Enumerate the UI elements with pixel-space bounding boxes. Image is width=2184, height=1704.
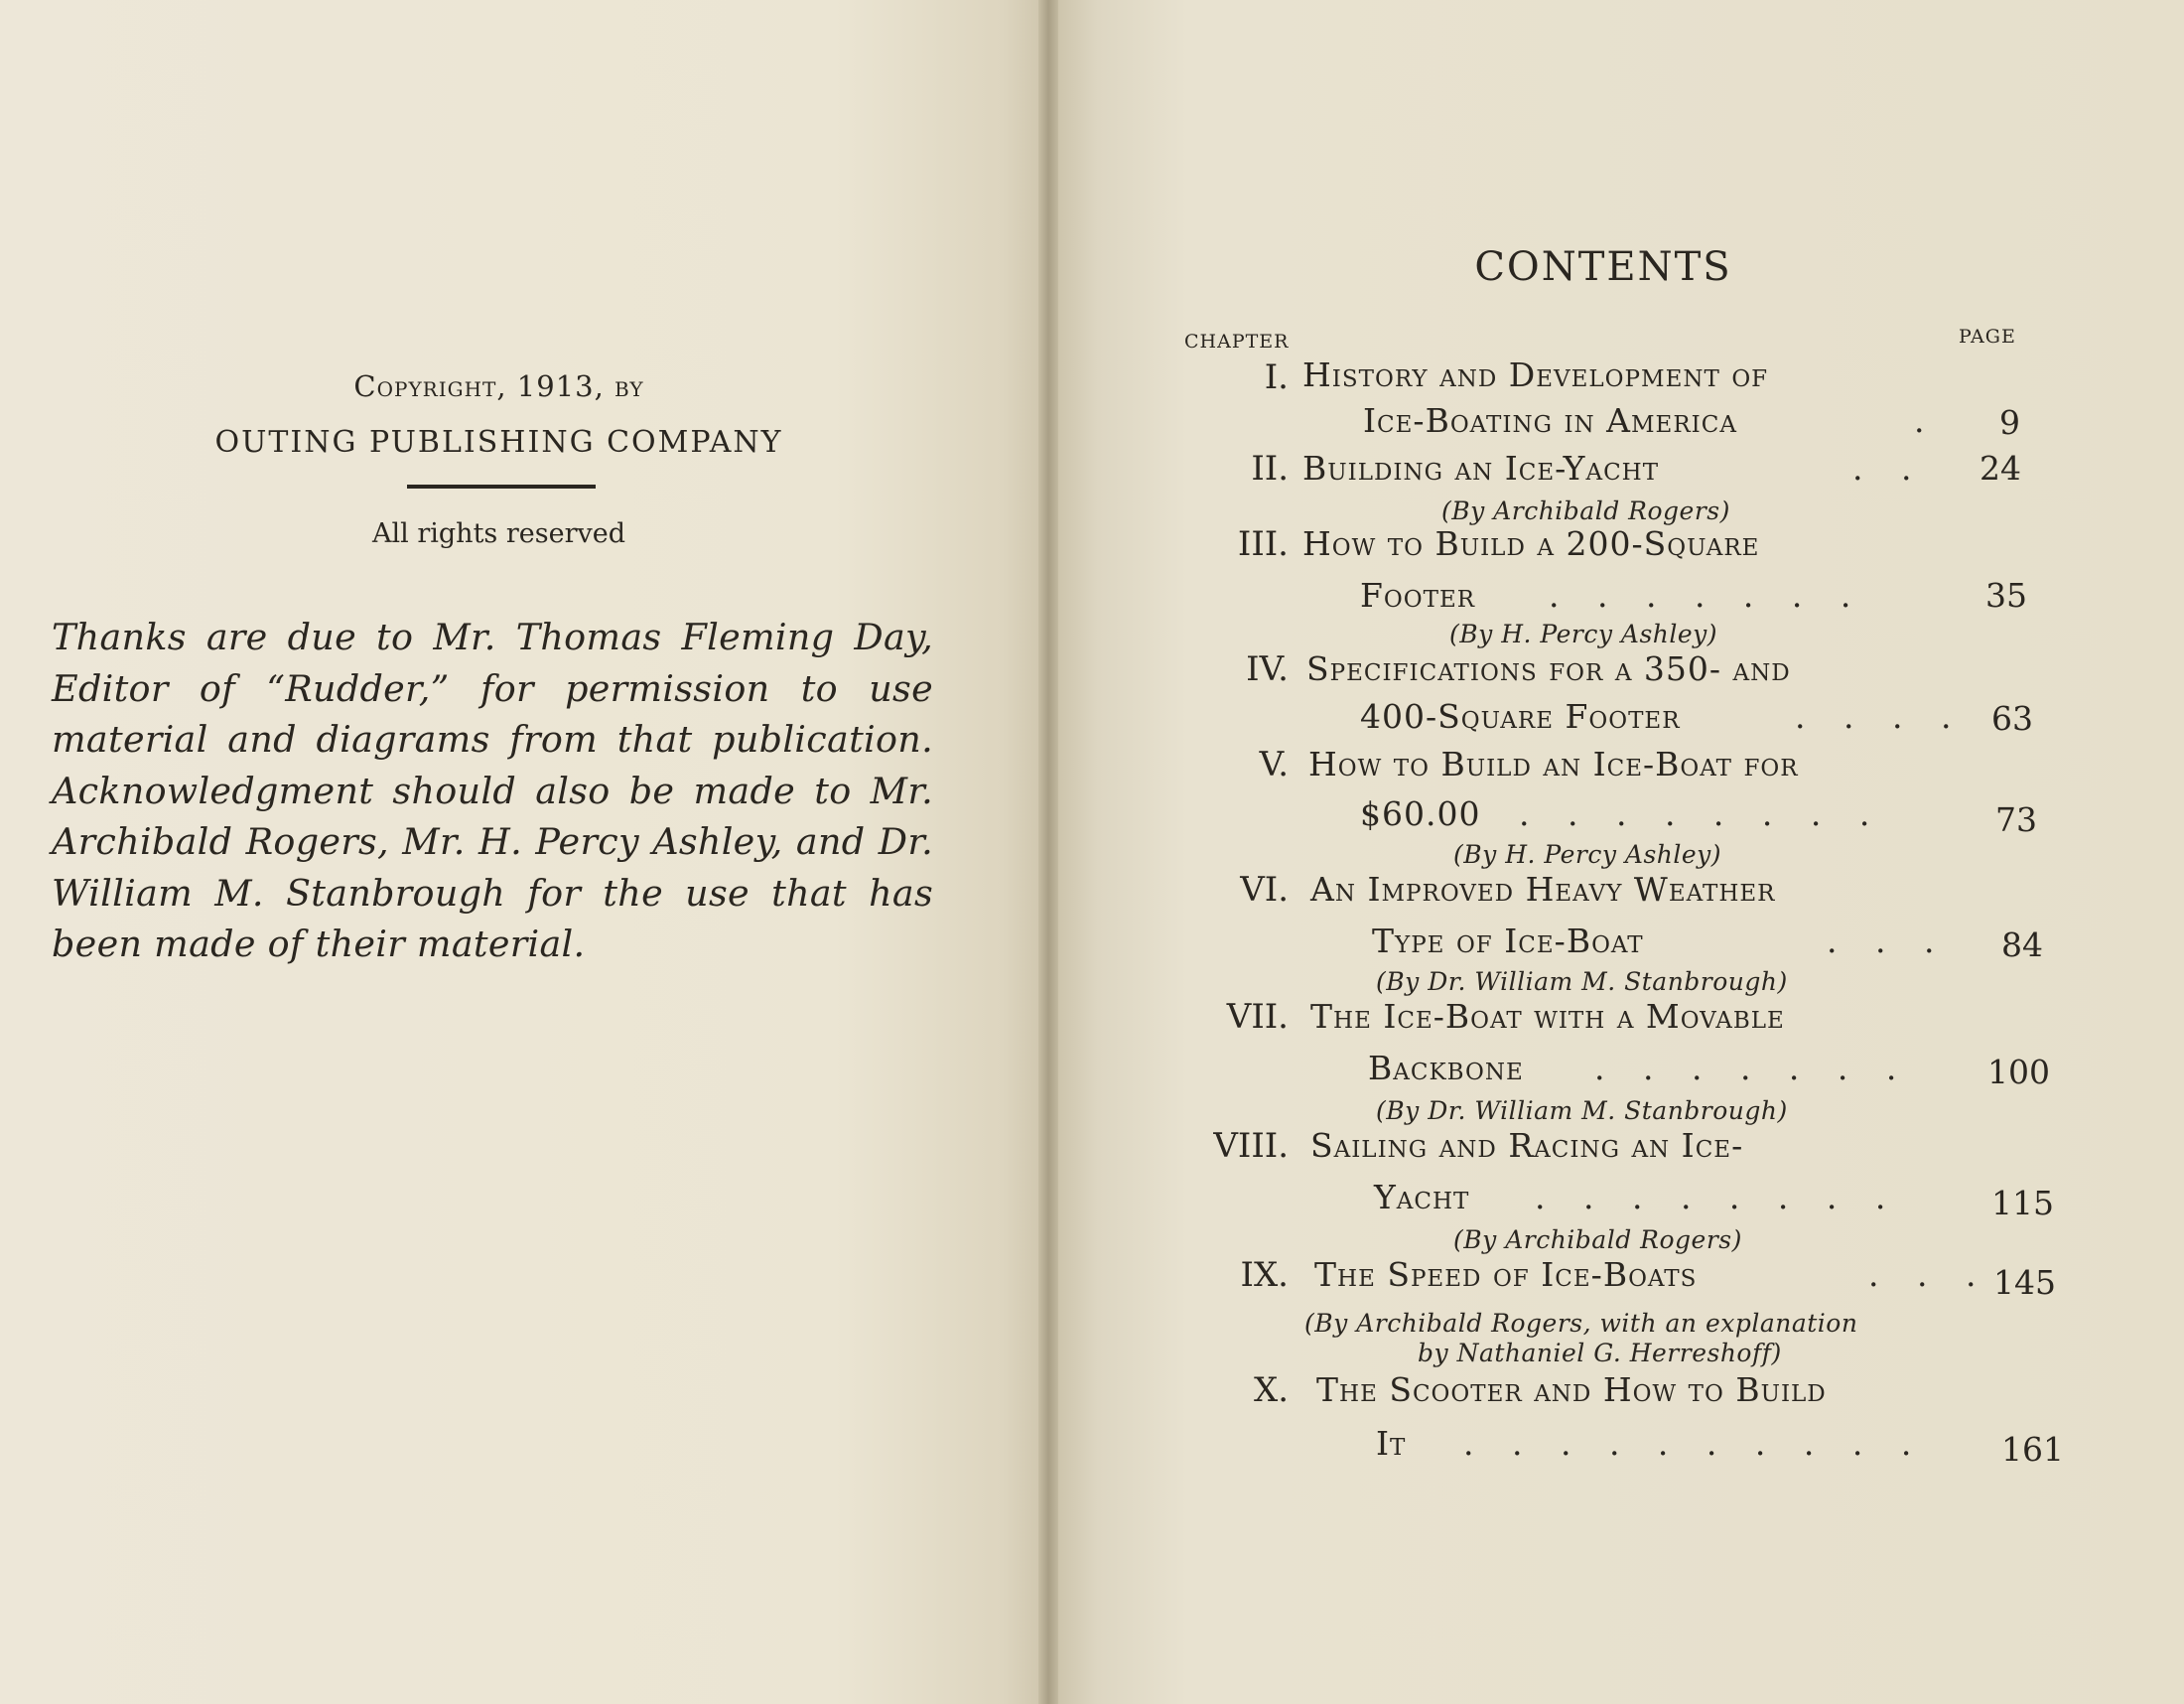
chapter-2-leader: . .: [1852, 449, 1926, 488]
chapter-6-numeral: VI.: [1240, 870, 1289, 910]
chapter-8-page: 115: [1991, 1184, 2054, 1222]
chapter-1-title-text: History and Development of: [1302, 355, 1769, 394]
chapter-10-title-line2: It: [1376, 1424, 1407, 1463]
chapter-2-title-line1: Building an Ice-Yacht: [1302, 449, 1660, 488]
chapter-column-header: CHAPTER: [1184, 331, 1290, 353]
chapter-3-title-text: How to Build a 200-Square: [1302, 524, 1760, 563]
chapter-3-title-line1: [1302, 524, 1943, 563]
chapter-5-title-line1: How to Build an Ice-Boat for: [1308, 745, 1799, 783]
chapter-7-numeral: VII.: [1226, 997, 1289, 1037]
chapter-8-author: (By Archibald Rogers): [1453, 1225, 1742, 1254]
chapter-4-page: 63: [1991, 699, 2033, 738]
chapter-9-numeral: IX.: [1240, 1255, 1289, 1295]
chapter-2-author: (By Archibald Rogers): [1441, 497, 1730, 525]
chapter-3-author: (By H. Percy Ashley): [1449, 620, 1718, 648]
chapter-2-page: 24: [1979, 449, 2021, 488]
chapter-3-leader: . . . . . . .: [1549, 576, 1865, 615]
chapter-5-numeral: V.: [1259, 745, 1289, 784]
chapter-5-author: (By H. Percy Ashley): [1453, 840, 1722, 869]
chapter-8-leader: . . . . . . . .: [1535, 1178, 1900, 1216]
chapter-10-leader: . . . . . . . . . .: [1463, 1424, 1926, 1463]
chapter-9-author: (By Archibald Rogers, with an explanation: [1304, 1309, 1858, 1338]
chapter-6-title-line2: Type of Ice-Boat: [1372, 922, 1644, 960]
chapter-5-leader: . . . . . . . .: [1519, 794, 1884, 833]
chapter-7-page: 100: [1987, 1053, 2050, 1091]
page-column-header: PAGE: [1959, 326, 2016, 348]
book-gutter: [1038, 0, 1058, 1704]
chapter-7-leader: . . . . . . .: [1594, 1049, 1911, 1087]
chapter-1-numeral: I.: [1264, 357, 1289, 397]
chapter-2-numeral: II.: [1251, 449, 1289, 489]
chapter-1-title-line1: [1302, 355, 1938, 394]
chapter-8-title-line2: Yacht: [1374, 1178, 1470, 1216]
chapter-7-title-line2: Backbone: [1368, 1049, 1524, 1087]
chapter-4-numeral: IV.: [1246, 649, 1289, 689]
chapter-9-page: 145: [1993, 1263, 2056, 1302]
chapter-10-page: 161: [2001, 1430, 2064, 1469]
acknowledgment-paragraph: Thanks are due to Mr. Thomas Fleming Day, Editor of “Rudder,” for permission to use material and diagrams from that publication. Acknowledgment should also be made to Mr. Archibald Rogers, Mr. H. Percy Ashley, and Dr. William M. Stanbrough for the use that has been made of their material.: [52, 616, 933, 965]
chapter-4-title-line2: 400-Square Footer: [1360, 697, 1681, 736]
chapter-1-title-line2: Ice-Boating in America: [1363, 401, 1737, 440]
chapter-7-title-line1: The Ice-Boat with a Movable: [1310, 997, 1785, 1036]
chapter-6-title-text: An Improved Heavy Weather: [1310, 870, 1776, 909]
chapter-7-author: (By Dr. William M. Stanbrough): [1376, 1096, 1788, 1125]
chapter-8-title-text: Sailing and Racing an Ice-: [1310, 1126, 1744, 1165]
chapter-10-title-line1: The Scooter and How to Build: [1316, 1370, 1827, 1409]
contents-title: CONTENTS: [1474, 244, 1732, 290]
chapter-8-numeral: VIII.: [1213, 1126, 1289, 1166]
chapter-5-page: 73: [1995, 800, 2037, 839]
chapter-4-title-line1: Specifications for a 350- and: [1306, 649, 1791, 688]
chapter-3-title-line2: Footer: [1360, 576, 1476, 615]
chapter-1-leader: .: [1914, 401, 1939, 440]
chapter-3-numeral: III.: [1237, 524, 1289, 564]
publisher-name: OUTING PUBLISHING COMPANY: [214, 425, 783, 460]
chapter-9-leader: . . .: [1868, 1255, 1990, 1294]
chapter-1-page: 9: [1999, 403, 2020, 442]
chapter-10-numeral: X.: [1253, 1370, 1289, 1410]
chapter-6-title-line1: [1310, 870, 1954, 909]
divider-rule: [407, 485, 596, 489]
chapter-5-title-line2: $60.00: [1360, 794, 1481, 833]
chapter-6-page: 84: [2001, 925, 2043, 964]
chapter-8-title-line1: [1310, 1126, 1964, 1165]
chapter-9-author-line2: by Nathaniel G. Herreshoff): [1418, 1339, 1782, 1367]
chapter-6-leader: . . .: [1827, 922, 1949, 960]
chapter-6-author: (By Dr. William M. Stanbrough): [1376, 967, 1788, 996]
copyright-line: Copyright, 1913, by: [353, 369, 644, 403]
chapter-4-leader: . . . .: [1795, 697, 1966, 736]
chapter-9-title-line1: The Speed of Ice-Boats: [1314, 1255, 1698, 1294]
rights-reserved: All rights reserved: [372, 518, 625, 549]
chapter-3-page: 35: [1985, 576, 2027, 615]
